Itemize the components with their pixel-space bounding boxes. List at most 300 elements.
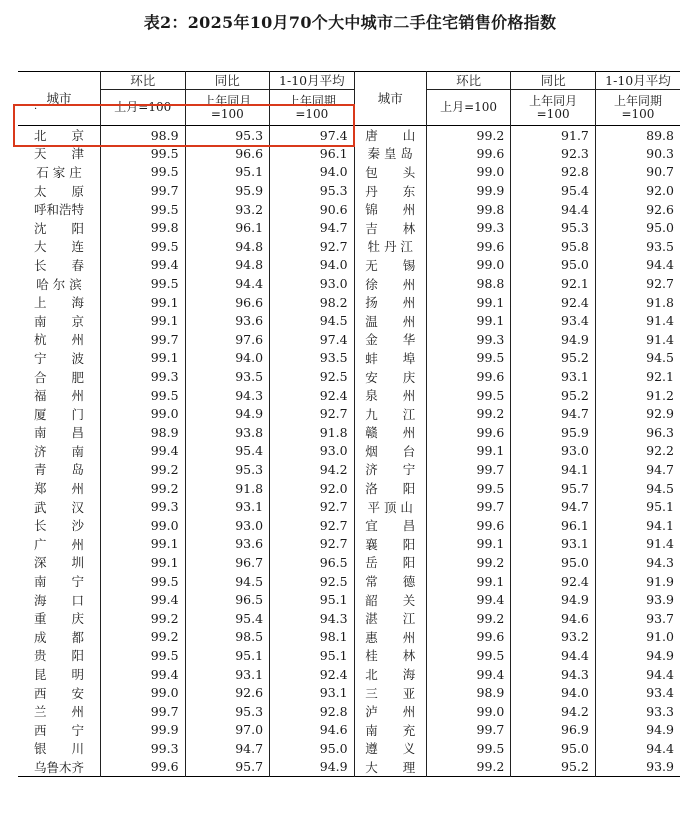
left-mom-value: 99.0	[100, 516, 185, 535]
table-row	[18, 628, 680, 647]
table-row	[18, 758, 680, 777]
left-mom-value: 99.5	[100, 646, 185, 665]
left-yoy-value: 96.6	[185, 293, 270, 312]
right-yoy-value: 95.2	[511, 386, 596, 405]
left-avg-value: 94.5	[270, 311, 355, 330]
right-avg-value: 94.3	[595, 553, 680, 572]
right-avg-value: 89.8	[595, 126, 680, 145]
left-avg-value: 90.6	[270, 200, 355, 219]
left-city-name: 福 州	[33, 388, 84, 404]
header-avg-base-right: 上年同期=100	[595, 90, 680, 126]
left-mom-value: 99.1	[100, 311, 185, 330]
left-mom-value: 99.2	[100, 460, 185, 479]
right-city-name: 韶 关	[354, 590, 426, 609]
left-yoy-value: 96.7	[185, 553, 270, 572]
left-city-name: 厦 门	[33, 406, 84, 422]
left-mom-value: 98.9	[100, 126, 185, 145]
right-mom-value: 99.1	[426, 293, 511, 312]
left-avg-value: 93.0	[270, 274, 355, 293]
right-city-name: 惠 州	[354, 628, 426, 647]
right-yoy-value: 92.4	[511, 572, 596, 591]
left-mom-value: 99.1	[100, 553, 185, 572]
right-mom-value: 99.1	[426, 311, 511, 330]
left-avg-value: 95.3	[270, 181, 355, 200]
left-mom-value: 99.4	[100, 256, 185, 275]
table-row	[18, 572, 680, 591]
table-row	[18, 200, 680, 219]
right-city-name: 金 华	[354, 330, 426, 349]
table-row	[18, 479, 680, 498]
right-avg-value: 92.7	[595, 274, 680, 293]
left-mom-value: 99.7	[100, 702, 185, 721]
left-city-name: 乌鲁木齐	[33, 759, 84, 775]
right-yoy-value: 95.9	[511, 423, 596, 442]
left-city-name: 长 沙	[33, 518, 84, 534]
left-avg-value: 97.4	[270, 330, 355, 349]
left-mom-value: 99.4	[100, 442, 185, 461]
left-yoy-value: 95.4	[185, 442, 270, 461]
left-city-name: 广 州	[33, 536, 84, 552]
left-mom-value: 99.5	[100, 163, 185, 182]
table-row	[18, 683, 680, 702]
right-city-name: 洛 阳	[354, 479, 426, 498]
left-mom-value: 99.9	[100, 721, 185, 740]
left-avg-value: 92.0	[270, 479, 355, 498]
right-yoy-value: 92.3	[511, 144, 596, 163]
left-mom-value: 99.1	[100, 535, 185, 554]
right-avg-value: 91.4	[595, 330, 680, 349]
left-avg-value: 91.8	[270, 423, 355, 442]
right-city-name: 吉 林	[354, 218, 426, 237]
table-row	[18, 330, 680, 349]
right-mom-value: 99.6	[426, 423, 511, 442]
price-index-table	[18, 71, 680, 777]
right-city-name: 泸 州	[354, 702, 426, 721]
left-city-name: 北 京	[33, 128, 84, 144]
right-avg-value: 91.4	[595, 311, 680, 330]
left-yoy-value: 95.3	[185, 702, 270, 721]
left-avg-value: 94.0	[270, 256, 355, 275]
left-yoy-value: 96.6	[185, 144, 270, 163]
left-yoy-value: 93.2	[185, 200, 270, 219]
left-city-name: 银 川	[33, 741, 84, 757]
left-avg-value: 93.0	[270, 442, 355, 461]
right-mom-value: 99.0	[426, 163, 511, 182]
right-avg-value: 91.0	[595, 628, 680, 647]
right-avg-value: 94.5	[595, 349, 680, 368]
left-yoy-value: 98.5	[185, 628, 270, 647]
table-row	[18, 404, 680, 423]
left-city-name: 沈 阳	[33, 220, 84, 236]
left-yoy-value: 93.1	[185, 665, 270, 684]
right-mom-value: 99.5	[426, 479, 511, 498]
left-mom-value: 98.9	[100, 423, 185, 442]
left-mom-value: 99.3	[100, 497, 185, 516]
left-mom-value: 99.5	[100, 386, 185, 405]
right-avg-value: 95.1	[595, 497, 680, 516]
right-city-name: 南 充	[354, 721, 426, 740]
right-mom-value: 99.0	[426, 702, 511, 721]
left-mom-value: 99.3	[100, 739, 185, 758]
left-avg-value: 94.9	[270, 758, 355, 777]
right-yoy-value: 94.1	[511, 460, 596, 479]
right-city-name: 岳 阳	[354, 553, 426, 572]
left-yoy-value: 93.8	[185, 423, 270, 442]
left-mom-value: 99.8	[100, 218, 185, 237]
right-avg-value: 92.0	[595, 181, 680, 200]
left-mom-value: 99.5	[100, 572, 185, 591]
right-mom-value: 99.9	[426, 181, 511, 200]
left-city-name: 海 口	[33, 592, 84, 608]
right-avg-value: 91.2	[595, 386, 680, 405]
left-mom-value: 99.5	[100, 144, 185, 163]
left-city-name: 成 都	[33, 629, 84, 645]
right-avg-value: 92.1	[595, 367, 680, 386]
right-mom-value: 99.0	[426, 256, 511, 275]
right-mom-value: 99.1	[426, 442, 511, 461]
right-city-name: 襄 阳	[354, 535, 426, 554]
right-mom-value: 99.2	[426, 553, 511, 572]
left-yoy-value: 95.1	[185, 163, 270, 182]
left-avg-value: 92.7	[270, 516, 355, 535]
table-row	[18, 367, 680, 386]
left-yoy-value: 93.0	[185, 516, 270, 535]
right-city-name: 徐 州	[354, 274, 426, 293]
left-yoy-value: 94.7	[185, 739, 270, 758]
right-yoy-value: 94.9	[511, 590, 596, 609]
right-avg-value: 90.7	[595, 163, 680, 182]
left-yoy-value: 93.6	[185, 535, 270, 554]
right-city-name: 常 德	[354, 572, 426, 591]
left-mom-value: 99.4	[100, 665, 185, 684]
header-yoy-base-left: 上年同月=100	[185, 90, 270, 126]
left-mom-value: 99.0	[100, 683, 185, 702]
left-yoy-value: 91.8	[185, 479, 270, 498]
table-row	[18, 497, 680, 516]
left-city-name: 太 原	[33, 183, 84, 199]
left-yoy-value: 94.9	[185, 404, 270, 423]
left-yoy-value: 95.4	[185, 609, 270, 628]
left-avg-value: 96.1	[270, 144, 355, 163]
right-avg-value: 92.6	[595, 200, 680, 219]
right-city-name: 泉 州	[354, 386, 426, 405]
right-yoy-value: 94.7	[511, 497, 596, 516]
right-city-name: 安 庆	[354, 367, 426, 386]
right-mom-value: 99.1	[426, 572, 511, 591]
left-yoy-value: 95.3	[185, 460, 270, 479]
right-avg-value: 93.9	[595, 590, 680, 609]
right-city-name: 秦 皇 岛	[354, 144, 426, 163]
left-city-name: 昆 明	[33, 667, 84, 683]
right-yoy-value: 95.0	[511, 739, 596, 758]
left-yoy-value: 93.6	[185, 311, 270, 330]
left-yoy-value: 93.5	[185, 367, 270, 386]
right-city-name: 桂 林	[354, 646, 426, 665]
right-mom-value: 99.2	[426, 609, 511, 628]
left-city-name: 青 岛	[33, 462, 84, 478]
header-mom-left: 环比	[100, 72, 185, 90]
left-mom-value: 99.6	[100, 758, 185, 777]
left-avg-value: 97.4	[270, 126, 355, 145]
right-city-name: 三 亚	[354, 683, 426, 702]
left-city-name: 西 宁	[33, 722, 84, 738]
right-city-name: 扬 州	[354, 293, 426, 312]
right-city-name: 蚌 埠	[354, 349, 426, 368]
right-city-name: 无 锡	[354, 256, 426, 275]
right-avg-value: 93.3	[595, 702, 680, 721]
left-city-name: 深 圳	[33, 555, 84, 571]
right-mom-value: 99.6	[426, 144, 511, 163]
left-avg-value: 93.5	[270, 349, 355, 368]
left-avg-value: 98.1	[270, 628, 355, 647]
header-mom-base-left: 上月=100	[100, 90, 185, 126]
right-yoy-value: 96.9	[511, 721, 596, 740]
right-mom-value: 99.5	[426, 386, 511, 405]
right-mom-value: 99.5	[426, 349, 511, 368]
stray-mark: ·	[34, 104, 38, 115]
left-mom-value: 99.3	[100, 367, 185, 386]
right-mom-value: 98.8	[426, 274, 511, 293]
right-yoy-value: 92.4	[511, 293, 596, 312]
right-yoy-value: 92.1	[511, 274, 596, 293]
right-yoy-value: 95.3	[511, 218, 596, 237]
left-mom-value: 99.4	[100, 590, 185, 609]
table-row	[18, 665, 680, 684]
header-mom-right: 环比	[426, 72, 511, 90]
right-avg-value: 94.4	[595, 739, 680, 758]
table-row	[18, 442, 680, 461]
left-yoy-value: 94.4	[185, 274, 270, 293]
left-avg-value: 92.7	[270, 237, 355, 256]
table-row	[18, 553, 680, 572]
left-mom-value: 99.1	[100, 293, 185, 312]
left-avg-value: 94.6	[270, 721, 355, 740]
right-avg-value: 95.0	[595, 218, 680, 237]
right-avg-value: 96.3	[595, 423, 680, 442]
table-row	[18, 274, 680, 293]
table-body	[18, 126, 680, 777]
right-yoy-value: 94.9	[511, 330, 596, 349]
table-row	[18, 181, 680, 200]
right-city-name: 赣 州	[354, 423, 426, 442]
left-yoy-value: 95.9	[185, 181, 270, 200]
table-row	[18, 293, 680, 312]
left-city-name: 合 肥	[33, 369, 84, 385]
right-avg-value: 90.3	[595, 144, 680, 163]
right-avg-value: 94.4	[595, 665, 680, 684]
right-avg-value: 93.9	[595, 758, 680, 777]
right-city-name: 牡 丹 江	[354, 237, 426, 256]
table-row	[18, 609, 680, 628]
right-yoy-value: 96.1	[511, 516, 596, 535]
right-city-name: 唐 山	[354, 126, 426, 145]
right-mom-value: 99.2	[426, 126, 511, 145]
left-avg-value: 92.5	[270, 367, 355, 386]
right-mom-value: 99.5	[426, 646, 511, 665]
header-avg-base-left: 上年同期=100	[270, 90, 355, 126]
right-city-name: 宜 昌	[354, 516, 426, 535]
header-avg-left: 1-10月平均	[270, 72, 355, 90]
left-city-name: 长 春	[33, 257, 84, 273]
left-avg-value: 94.2	[270, 460, 355, 479]
right-yoy-value: 95.8	[511, 237, 596, 256]
left-city-name: 南 京	[33, 313, 84, 329]
left-yoy-value: 94.8	[185, 256, 270, 275]
header-yoy-left: 同比	[185, 72, 270, 90]
table-row	[18, 349, 680, 368]
left-mom-value: 99.7	[100, 181, 185, 200]
table-row	[18, 126, 680, 145]
table-row	[18, 646, 680, 665]
left-yoy-value: 93.1	[185, 497, 270, 516]
right-mom-value: 98.9	[426, 683, 511, 702]
left-mom-value: 99.0	[100, 404, 185, 423]
left-yoy-value: 94.3	[185, 386, 270, 405]
right-mom-value: 99.5	[426, 739, 511, 758]
right-yoy-value: 94.7	[511, 404, 596, 423]
right-yoy-value: 95.0	[511, 256, 596, 275]
header-mom-base-right: 上月=100	[426, 90, 511, 126]
right-mom-value: 99.2	[426, 404, 511, 423]
left-city-name: 南 宁	[33, 574, 84, 590]
header-avg-right: 1-10月平均	[595, 72, 680, 90]
right-city-name: 湛 江	[354, 609, 426, 628]
left-city-name: 杭 州	[33, 332, 84, 348]
right-avg-value: 94.1	[595, 516, 680, 535]
right-mom-value: 99.3	[426, 330, 511, 349]
left-avg-value: 95.1	[270, 646, 355, 665]
table-title: 表2：2025年10月70个大中城市二手住宅销售价格指数	[143, 13, 557, 32]
left-mom-value: 99.2	[100, 628, 185, 647]
table-row	[18, 163, 680, 182]
right-mom-value: 99.3	[426, 218, 511, 237]
header-yoy-base-right: 上年同月=100	[511, 90, 596, 126]
right-city-name: 锦 州	[354, 200, 426, 219]
table-row	[18, 218, 680, 237]
left-yoy-value: 97.0	[185, 721, 270, 740]
right-mom-value: 99.2	[426, 758, 511, 777]
left-avg-value: 92.8	[270, 702, 355, 721]
left-avg-value: 92.4	[270, 386, 355, 405]
right-city-name: 济 宁	[354, 460, 426, 479]
left-avg-value: 96.5	[270, 553, 355, 572]
left-mom-value: 99.1	[100, 349, 185, 368]
left-city-name: 西 安	[33, 685, 84, 701]
right-yoy-value: 94.2	[511, 702, 596, 721]
left-mom-value: 99.7	[100, 330, 185, 349]
table-row	[18, 516, 680, 535]
right-yoy-value: 94.3	[511, 665, 596, 684]
right-yoy-value: 95.7	[511, 479, 596, 498]
table-row	[18, 256, 680, 275]
right-yoy-value: 94.4	[511, 646, 596, 665]
right-city-name: 九 江	[354, 404, 426, 423]
right-mom-value: 99.6	[426, 367, 511, 386]
left-yoy-value: 92.6	[185, 683, 270, 702]
right-avg-value: 93.7	[595, 609, 680, 628]
right-avg-value: 93.4	[595, 683, 680, 702]
right-mom-value: 99.4	[426, 665, 511, 684]
right-yoy-value: 95.0	[511, 553, 596, 572]
left-city-name: 大 连	[33, 239, 84, 255]
right-mom-value: 99.7	[426, 721, 511, 740]
left-city-name: 宁 波	[33, 350, 84, 366]
left-yoy-value: 96.1	[185, 218, 270, 237]
table-row	[18, 423, 680, 442]
table-row	[18, 721, 680, 740]
right-avg-value: 91.8	[595, 293, 680, 312]
right-yoy-value: 93.1	[511, 535, 596, 554]
right-yoy-value: 92.8	[511, 163, 596, 182]
right-yoy-value: 93.4	[511, 311, 596, 330]
right-city-name: 烟 台	[354, 442, 426, 461]
right-city-name: 北 海	[354, 665, 426, 684]
right-mom-value: 99.7	[426, 460, 511, 479]
right-yoy-value: 93.0	[511, 442, 596, 461]
right-city-name: 大 理	[354, 758, 426, 777]
table-row	[18, 386, 680, 405]
left-city-name: 哈 尔 滨	[36, 276, 82, 292]
left-avg-value: 98.2	[270, 293, 355, 312]
right-avg-value: 91.4	[595, 535, 680, 554]
left-avg-value: 92.7	[270, 497, 355, 516]
table-row	[18, 311, 680, 330]
table-row	[18, 460, 680, 479]
right-yoy-value: 95.4	[511, 181, 596, 200]
left-avg-value: 94.0	[270, 163, 355, 182]
right-city-name: 遵 义	[354, 739, 426, 758]
left-yoy-value: 94.0	[185, 349, 270, 368]
left-mom-value: 99.5	[100, 237, 185, 256]
left-city-name: 石 家 庄	[36, 164, 82, 180]
right-mom-value: 99.7	[426, 497, 511, 516]
right-avg-value: 91.9	[595, 572, 680, 591]
header-city-left: 城市	[46, 90, 72, 106]
right-mom-value: 99.6	[426, 628, 511, 647]
left-city-name: 呼和浩特	[33, 202, 84, 218]
left-city-name: 济 南	[33, 443, 84, 459]
left-city-name: 兰 州	[33, 704, 84, 720]
left-yoy-value: 97.6	[185, 330, 270, 349]
right-avg-value: 94.5	[595, 479, 680, 498]
left-yoy-value: 95.3	[185, 126, 270, 145]
left-avg-value: 92.7	[270, 404, 355, 423]
left-yoy-value: 94.5	[185, 572, 270, 591]
right-avg-value: 93.5	[595, 237, 680, 256]
table-row	[18, 237, 680, 256]
table-row	[18, 739, 680, 758]
left-avg-value: 92.7	[270, 535, 355, 554]
right-yoy-value: 91.7	[511, 126, 596, 145]
left-mom-value: 99.5	[100, 274, 185, 293]
left-mom-value: 99.5	[100, 200, 185, 219]
left-yoy-value: 96.5	[185, 590, 270, 609]
right-yoy-value: 93.1	[511, 367, 596, 386]
left-city-name: 武 汉	[33, 499, 84, 515]
right-avg-value: 94.9	[595, 646, 680, 665]
left-yoy-value: 94.8	[185, 237, 270, 256]
left-avg-value: 95.0	[270, 739, 355, 758]
right-avg-value: 92.2	[595, 442, 680, 461]
right-avg-value: 92.9	[595, 404, 680, 423]
left-mom-value: 99.2	[100, 609, 185, 628]
right-mom-value: 99.8	[426, 200, 511, 219]
right-yoy-value: 95.2	[511, 349, 596, 368]
right-city-name: 平 顶 山	[354, 497, 426, 516]
left-mom-value: 99.2	[100, 479, 185, 498]
left-city-name: 天 津	[33, 146, 84, 162]
table-row	[18, 144, 680, 163]
